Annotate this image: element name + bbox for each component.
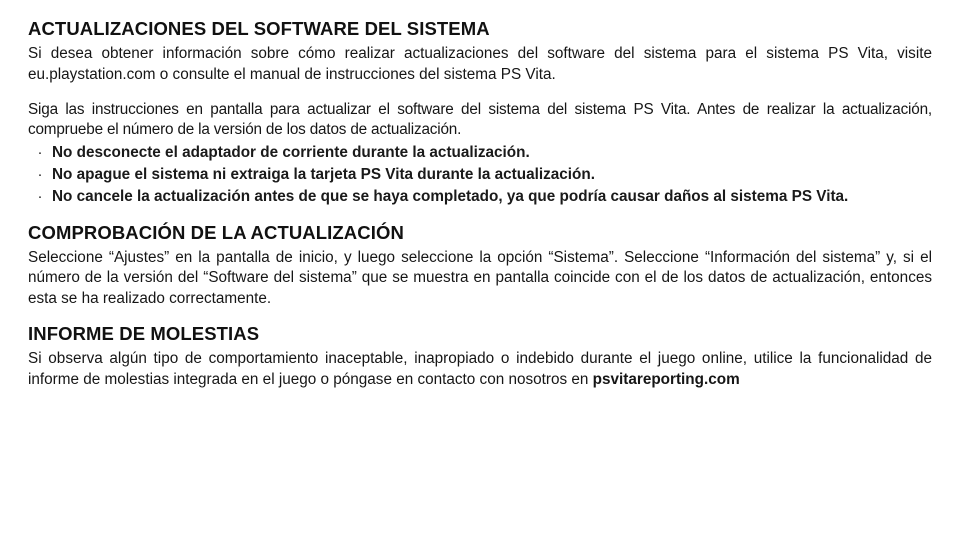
section-title-update-check: COMPROBACIÓN DE LA ACTUALIZACIÓN: [28, 221, 404, 243]
paragraph-harassment-lead: Si observa algún tipo de comportamiento inaceptable, inapropiado o indebido durante el juego online, utilice la funcionalidad de informe de molestias integrada en el juego o póngase en contacto con nosotros en: [28, 350, 932, 388]
paragraph-harassment-report: [28, 349, 932, 390]
reporting-site-link[interactable]: psvitareporting.com: [592, 370, 740, 388]
bullet-text: No apague el sistema ni extraiga la tarjeta PS Vita durante la actualización.: [52, 165, 595, 183]
bullet-marker-icon: ·: [37, 165, 43, 183]
paragraph-updates-intro: Si desea obtener información sobre cómo realizar actualizaciones del software del sistema para el sistema PS Vita, visite eu.playstation.com o consulte el manual de instrucciones del sistema PS Vita.: [28, 45, 932, 83]
section-title-system-software-updates: ACTUALIZACIONES DEL SOFTWARE DEL SISTEMA: [28, 18, 490, 39]
updates-warning-list: [28, 143, 932, 208]
bullet-text: No desconecte el adaptador de corriente durante la actualización.: [52, 143, 530, 161]
bullet-text: No cancele la actualización antes de que se haya completado, ya que podría causar daños al sistema PS Vita.: [52, 188, 849, 206]
list-item: [28, 187, 932, 207]
bullet-marker-icon: ·: [37, 188, 43, 206]
section-update-check: [28, 222, 932, 309]
list-item: [28, 143, 932, 163]
bullet-marker-icon: ·: [37, 143, 43, 161]
section-harassment-report: [28, 323, 932, 390]
paragraph-update-check: Seleccione “Ajustes” en la pantalla de inicio, y luego seleccione la opción “Sistema”. Seleccione “Información del sistema” y, si el número de la versión del “Software del sistema” que se muestra en pantalla coincide con el de los datos de actualización, entonces esta se ha realizado correctamente.: [28, 248, 932, 307]
section-system-software-updates: [28, 18, 932, 208]
list-item: [28, 165, 932, 185]
section-title-harassment-report: INFORME DE MOLESTIAS: [28, 322, 260, 344]
paragraph-updates-instructions: Siga las instrucciones en pantalla para actualizar el software del sistema del sistema PS Vita. Antes de realizar la actualización, compruebe el número de la versión de los datos de actualización.: [28, 100, 932, 139]
